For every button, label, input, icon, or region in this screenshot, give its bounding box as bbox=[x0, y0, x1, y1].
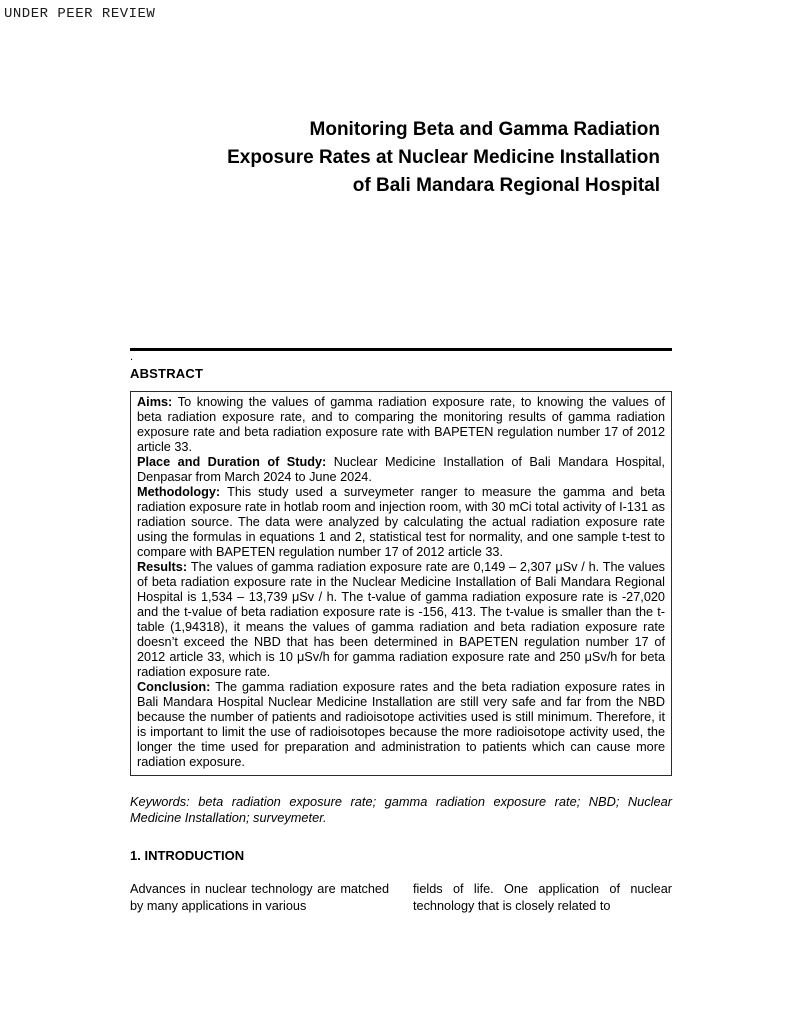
abstract-section-text: The values of gamma radiation exposure rate are 0,149 – 2,307 μSv / h. The values of beta radiation exposure rate in the Nuclear Medicine Installation of Bali Mandara Regional Hospital is 1,534 – 13,739 μSv / h. The t-value of gamma radiation exposure rate is -27,020 and the t-value of beta radiation exposure rate is -156, 413. The t-value is smaller than the t-table (1,94318), it means the values of gamma radiation and beta radiation exposure rate doesn’t exceed the NBD that has been determined in BAPETEN regulation number 17 of 2012 article 33, which is 10 μSv/h for gamma radiation exposure rate and 250 μSv/h for beta radiation exposure rate. bbox=[137, 560, 665, 679]
abstract-box bbox=[130, 391, 672, 776]
paper-title-line: Monitoring Beta and Gamma Radiation bbox=[309, 119, 660, 140]
peer-review-watermark: UNDER PEER REVIEW bbox=[4, 6, 156, 22]
paper-page bbox=[130, 0, 672, 914]
abstract-section bbox=[137, 395, 665, 455]
introduction-body bbox=[130, 881, 672, 914]
abstract-section-label: Results: bbox=[137, 560, 191, 574]
abstract-section-label: Aims: bbox=[137, 395, 178, 409]
intro-column-left: Advances in nuclear technology are matched by many applications in various bbox=[130, 882, 389, 913]
abstract-section bbox=[137, 560, 665, 680]
intro-column-right: fields of life. One application of nuclear technology that is closely related to bbox=[413, 882, 672, 913]
abstract-section bbox=[137, 455, 665, 485]
paper-title-line: of Bali Mandara Regional Hospital bbox=[352, 175, 660, 196]
paper-title bbox=[130, 116, 672, 200]
abstract-section-label: Conclusion: bbox=[137, 680, 216, 694]
abstract-section-text: The gamma radiation exposure rates and the beta radiation exposure rates in Bali Mandara Hospital Nuclear Medicine Installation are still very safe and far from the NBD because the number of patients and radioisotope activities used is still minimum. Therefore, it is important to limit the use of radioisotopes because the more radioisotope activity used, the longer the time used for preparation and administration to patients which can cause more radiation exposure. bbox=[137, 680, 665, 769]
abstract-section-text: This study used a surveymeter ranger to measure the gamma and beta radiation exposure rate in hotlab room and injection room, with 30 mCi total activity of I-131 as radiation source. The data were analyzed by calculating the actual radiation exposure rate using the formulas in equations 1 and 2, statistical test for normality, and one sample t-test to compare with BAPETEN regulation number 17 of 2012 article 33. bbox=[137, 485, 665, 559]
introduction-heading: 1. INTRODUCTION bbox=[130, 848, 245, 863]
title-divider-rule bbox=[130, 348, 672, 351]
abstract-heading: ABSTRACT bbox=[130, 366, 204, 381]
abstract-section bbox=[137, 485, 665, 560]
stray-period: . bbox=[130, 351, 134, 363]
keywords-line: Keywords: beta radiation exposure rate; gamma radiation exposure rate; NBD; Nuclear Medicine Installation; surveymeter. bbox=[130, 794, 672, 825]
abstract-section-label: Methodology: bbox=[137, 485, 228, 499]
paper-title-line: Exposure Rates at Nuclear Medicine Installation bbox=[227, 147, 660, 168]
abstract-section-label: Place and Duration of Study: bbox=[137, 455, 334, 469]
abstract-section-text: To knowing the values of gamma radiation exposure rate, to knowing the values of beta radiation exposure rate, and to comparing the monitoring results of gamma radiation exposure rate and beta radiation exposure rate with BAPETEN regulation number 17 of 2012 article 33. bbox=[137, 395, 665, 454]
abstract-section bbox=[137, 680, 665, 770]
abstract-section-text: Nuclear Medicine Installation of Bali Mandara Hospital, Denpasar from March 2024 to June 2024. bbox=[137, 455, 665, 484]
